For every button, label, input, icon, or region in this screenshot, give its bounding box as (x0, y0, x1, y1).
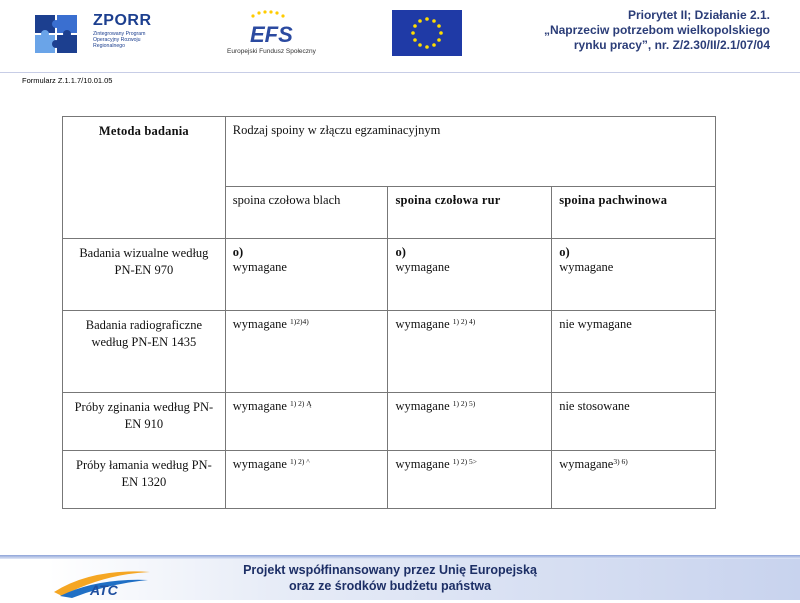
footnote-ref: 1) 2) 4) (452, 317, 476, 326)
priority-line-2: „Naprzeciw potrzebom wielkopolskiego (543, 23, 770, 37)
footer-text (200, 562, 580, 594)
cell-mark: o) (232, 245, 244, 259)
column-header-fillet: spoina pachwinowa (552, 187, 716, 239)
footer-line-1: Projekt współfinansowany przez Unię Europejską (243, 563, 537, 577)
column-header-butt-pipe: spoina czołowa rur (388, 187, 552, 239)
cell-mark: o) (395, 245, 406, 259)
method-header: Metoda badania (63, 117, 226, 239)
table-cell (388, 451, 552, 509)
cell-text: wymagane (559, 260, 614, 274)
priority-line-1: Priorytet II; Działanie 2.1. (627, 8, 770, 22)
cell-text: wymagane (395, 457, 450, 471)
table-cell (225, 239, 388, 311)
header (0, 0, 800, 72)
atc-logo (52, 562, 152, 598)
form-code: Formularz Z.1.1.7/10.01.05 (22, 76, 113, 85)
column-header-butt-plate: spoina czołowa blach (225, 187, 388, 239)
footnote-ref: 1) 2) ^ (290, 457, 310, 466)
footnote-ref: 1) 2) 5> (452, 457, 477, 466)
table-cell (552, 451, 716, 509)
table-cell (388, 239, 552, 311)
efs-subtitle: Europejski Fundusz Społeczny (227, 48, 316, 55)
zporr-logo (33, 11, 153, 61)
table-cell (552, 311, 716, 393)
efs-logo (225, 10, 325, 60)
cell-text: wymagane (395, 317, 450, 331)
footnote-ref: 3) 6) (613, 457, 628, 466)
atc-swoosh-icon (52, 562, 152, 598)
table-cell (225, 311, 388, 393)
atc-logo-text: ATC (90, 582, 118, 598)
table-row (63, 451, 716, 509)
footer-line-2: oraz ze środków budżetu państwa (288, 579, 492, 593)
cell-text: wymagane (559, 457, 614, 471)
table-cell (388, 393, 552, 451)
table-cell (225, 393, 388, 451)
footnote-ref: 1) 2) Ą (290, 399, 312, 408)
method-cell: Próby zginania według PN-EN 910 (63, 393, 226, 451)
priority-info (440, 8, 770, 53)
method-cell: Badania radiograficzne według PN-EN 1435 (63, 311, 226, 393)
cell-text: wymagane (395, 399, 450, 413)
table-cell (552, 239, 716, 311)
priority-line-3: rynku pracy”, nr. Z/2.30/II/2.1/07/04 (573, 38, 770, 52)
cell-text: wymagane (232, 457, 287, 471)
cell-text: wymagane (232, 399, 287, 413)
header-divider (0, 72, 800, 73)
zporr-title: ZPORR (93, 12, 152, 29)
table-cell (552, 393, 716, 451)
cell-text: nie stosowane (559, 399, 630, 413)
table-row (63, 393, 716, 451)
table-row (63, 311, 716, 393)
footnote-ref: 1) 2) 5) (452, 399, 476, 408)
cell-text: wymagane (232, 260, 287, 274)
cell-text: wymagane (395, 260, 450, 274)
method-cell: Próby łamania według PN-EN 1320 (63, 451, 226, 509)
efs-title: EFS (250, 22, 293, 47)
table-header-row (63, 117, 716, 187)
table-cell (225, 451, 388, 509)
puzzle-icon (33, 11, 88, 59)
cell-text: nie wymagane (559, 317, 632, 331)
table-row (63, 239, 716, 311)
weld-type-header: Rodzaj spoiny w złączu egzaminacyjnym (225, 117, 715, 187)
method-cell: Badania wizualne według PN-EN 970 (63, 239, 226, 311)
cell-text: wymagane (232, 317, 287, 331)
zporr-subtitle: Zintegrowany Program Operacyjny Rozwoju Regionalnego (93, 31, 146, 49)
table-cell (388, 311, 552, 393)
cell-mark: o) (559, 245, 570, 259)
footnote-ref: 1)2)4) (290, 317, 309, 326)
weld-test-table (62, 116, 716, 509)
